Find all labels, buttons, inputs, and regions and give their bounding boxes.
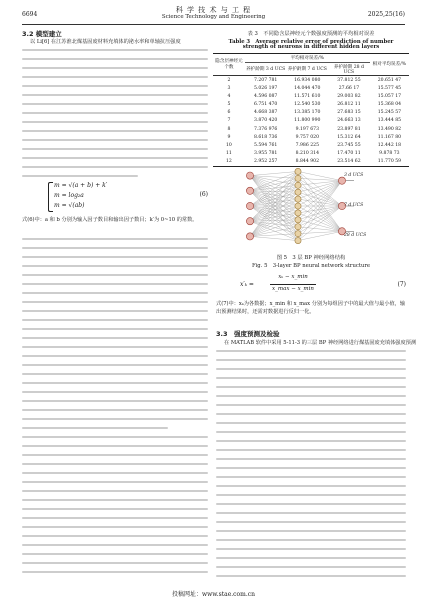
table-row bbox=[213, 84, 409, 92]
paragraph-prediction-results bbox=[216, 348, 406, 583]
table-cell: 6.751 470 bbox=[253, 102, 278, 108]
table-row bbox=[213, 117, 409, 125]
equation-6-where: 式(6)中：a 和 b 分别为输入因子数目和输出因子数目；k′为 0~10 的常数。 bbox=[22, 217, 198, 223]
table-cell: 8.618 736 bbox=[253, 134, 278, 140]
equation-6-line-1: m = √(a + b) + k′ bbox=[54, 182, 108, 189]
table-cell: 11 bbox=[225, 151, 232, 157]
table-cell: 15.312 64 bbox=[337, 134, 361, 140]
hidden-node bbox=[295, 168, 301, 174]
equation-6-line-3: m = √(ab) bbox=[54, 202, 85, 209]
table-cell: 8.210 314 bbox=[295, 151, 319, 157]
table-cell: 27.66 17 bbox=[338, 85, 360, 91]
footer-url: 投稿网址：www.stae.com.cn bbox=[172, 591, 255, 598]
table-cell: 4.668 387 bbox=[253, 110, 278, 116]
table-cell: 5 bbox=[227, 102, 231, 108]
table-row bbox=[213, 92, 409, 100]
table-cell: 23.897 81 bbox=[337, 126, 361, 132]
equation-6 bbox=[48, 182, 208, 212]
table-cell: 27.683 15 bbox=[337, 110, 361, 116]
section-3-3-title: 3.3 强度预测及检验 bbox=[216, 330, 280, 338]
hidden-node bbox=[295, 182, 301, 188]
hidden-node bbox=[295, 196, 301, 202]
network-edge bbox=[298, 231, 342, 240]
journal-title-en: Science Technology and Engineering bbox=[161, 14, 266, 20]
table-cell: 17.470 11 bbox=[337, 151, 361, 157]
paragraph-hidden-layer-analysis bbox=[22, 236, 208, 581]
table-row bbox=[213, 125, 409, 133]
table-3-header-group: 平均相对误差/% bbox=[245, 54, 370, 63]
table-cell: 7.986 225 bbox=[295, 142, 319, 148]
output-label-28d: 28 d UCS bbox=[344, 233, 367, 238]
table-cell: 11.770 59 bbox=[370, 158, 409, 167]
table-3-title-en-2: strength of neurons in different hidden layers bbox=[242, 44, 380, 50]
journal-title-cn: 科 学 技 术 与 工 程 bbox=[175, 6, 252, 14]
table-cell: 8.844 902 bbox=[286, 158, 328, 167]
table-row bbox=[213, 133, 409, 141]
table-cell: 26.812 11 bbox=[337, 102, 361, 108]
table-row bbox=[213, 109, 409, 117]
table-3-body bbox=[213, 75, 409, 166]
table-3-header-3d: 养护龄期 3 d UCS bbox=[245, 63, 287, 76]
table-cell: 8 bbox=[227, 126, 231, 132]
hidden-node bbox=[295, 231, 301, 237]
network-edge bbox=[250, 178, 298, 221]
table-cell: 12.442 18 bbox=[377, 142, 402, 148]
table-cell: 2 bbox=[227, 77, 231, 83]
page-number: 6694 bbox=[22, 11, 38, 18]
table-cell: 13.490 82 bbox=[377, 126, 402, 132]
table-cell: 7.207 781 bbox=[253, 77, 278, 83]
table-cell: 3.955 781 bbox=[253, 151, 278, 157]
table-cell: 29.003 82 bbox=[337, 93, 361, 99]
table-cell: 7.376 976 bbox=[253, 126, 278, 132]
network-edge bbox=[250, 171, 298, 175]
table-cell: 15.577 45 bbox=[377, 85, 402, 91]
table-cell: 16.934 080 bbox=[294, 77, 321, 83]
input-node bbox=[246, 202, 253, 209]
table-cell: 7 bbox=[227, 118, 231, 124]
equation-7-label: (7) bbox=[397, 281, 406, 288]
table-cell: 15.368 04 bbox=[377, 102, 402, 108]
equation-7-lhs: x′ₖ = bbox=[240, 281, 254, 288]
output-label-3d: 3 d UCS bbox=[344, 173, 364, 178]
equation-6-line-2: m = log₂a bbox=[54, 192, 84, 199]
equation-7-denominator: x_max − x_min bbox=[272, 286, 314, 292]
table-cell: 13.385 170 bbox=[294, 110, 321, 116]
equation-7 bbox=[220, 274, 406, 296]
right-column bbox=[215, 28, 417, 583]
table-cell: 2.952 257 bbox=[245, 158, 287, 167]
table-row bbox=[213, 150, 409, 158]
input-node bbox=[246, 218, 253, 225]
table-cell: 13.444 85 bbox=[377, 118, 402, 124]
figure-5-caption-cn: 图 5 3 层 BP 神经网络结构 bbox=[276, 255, 346, 261]
table-cell: 3 bbox=[227, 85, 231, 91]
equation-7-numerator: xₖ − x_min bbox=[278, 274, 308, 280]
network-edge bbox=[250, 171, 298, 206]
table-cell: 5.026 197 bbox=[253, 85, 278, 91]
hidden-node bbox=[295, 224, 301, 230]
hidden-node bbox=[295, 189, 301, 195]
section-3-3-lead: 在 MATLAB 软件中采用 5-11-3 的三层 BP 神经网络进行煤基固废充填体强度预测 bbox=[224, 340, 417, 346]
year-volume: 2025,25(16) bbox=[367, 11, 405, 18]
table-cell: 11.800 990 bbox=[294, 118, 321, 124]
table-cell: 9.878 73 bbox=[379, 151, 400, 157]
table-row bbox=[213, 75, 409, 84]
table-cell: 20.651 47 bbox=[377, 77, 402, 83]
hidden-node bbox=[295, 203, 301, 209]
hidden-node bbox=[295, 210, 301, 216]
table-cell: 11.571 610 bbox=[294, 93, 321, 99]
output-node bbox=[338, 177, 345, 184]
table-3-header-7d: 养护龄期 7 d UCS bbox=[286, 63, 328, 76]
table-cell: 9 bbox=[227, 134, 231, 140]
table-cell: 14.044 470 bbox=[294, 85, 321, 91]
table-cell: 37.812 55 bbox=[337, 77, 361, 83]
hidden-node bbox=[295, 237, 301, 243]
table-cell: 9.197 673 bbox=[295, 126, 319, 132]
equation-6-label: (6) bbox=[199, 191, 208, 198]
table-cell: 12.540 530 bbox=[294, 102, 321, 108]
table-cell: 6 bbox=[227, 110, 231, 116]
output-label-7d: 7 d UCS bbox=[344, 203, 364, 208]
network-edge bbox=[250, 191, 298, 234]
figure-5-caption-en: Fig. 5 3-layer BP neural network structure bbox=[251, 263, 371, 269]
section-3-2-lead: 以 Li[6] 在江苏淮北煤基固废材料充填体的泌水率和单轴抗压强度 bbox=[30, 39, 181, 45]
header-rule bbox=[22, 24, 405, 25]
equation-7-fraction-bar bbox=[270, 284, 316, 285]
table-3-header-avg: 相对平均误差/% bbox=[370, 54, 409, 76]
table-cell: 11.167 80 bbox=[377, 134, 402, 140]
table-row bbox=[213, 141, 409, 149]
table-cell: 9.757 020 bbox=[295, 134, 319, 140]
hidden-node bbox=[295, 217, 301, 223]
table-cell: 4 bbox=[227, 93, 231, 99]
table-3-title-en-1: Table 3 Average relative error of prediction of number bbox=[228, 39, 394, 45]
table-cell: 10 bbox=[225, 142, 232, 148]
table-cell: 23.745 55 bbox=[337, 142, 361, 148]
table-3-title-cn: 表 3 不同隐含层神经元个数强度预测的平均相对误差 bbox=[247, 31, 375, 37]
table-3 bbox=[213, 53, 409, 167]
network-edge bbox=[298, 171, 342, 180]
table-row bbox=[213, 100, 409, 108]
input-node bbox=[246, 187, 253, 194]
input-node bbox=[246, 172, 253, 179]
network-edge bbox=[250, 236, 298, 240]
table-cell: 4.596 087 bbox=[253, 93, 278, 99]
table-cell: 23.514 62 bbox=[328, 158, 370, 167]
left-column bbox=[22, 28, 208, 583]
table-cell: 3.870 420 bbox=[253, 118, 278, 124]
table-cell: 24.663 13 bbox=[337, 118, 361, 124]
table-cell: 12 bbox=[213, 158, 245, 167]
equation-7-where: 式(7)中：xₖ为各数据；x_min 和 x_max 分别为每组因子中的最大值与最小值，输出预测结果时，还需对数据进行反归一化。 bbox=[216, 301, 406, 315]
hidden-node bbox=[295, 175, 301, 181]
table-3-header-neurons: 隐含层神经元个数 bbox=[213, 54, 245, 76]
table-cell: 15.245 57 bbox=[377, 110, 402, 116]
network-edge bbox=[250, 206, 298, 241]
table-3-header-28d: 养护龄期 28 d UCS bbox=[328, 63, 370, 76]
input-node bbox=[246, 233, 253, 240]
table-cell: 15.057 17 bbox=[377, 93, 402, 99]
table-cell: 5.594 761 bbox=[253, 142, 278, 148]
section-3-2-title: 3.2 模型建立 bbox=[22, 30, 62, 38]
